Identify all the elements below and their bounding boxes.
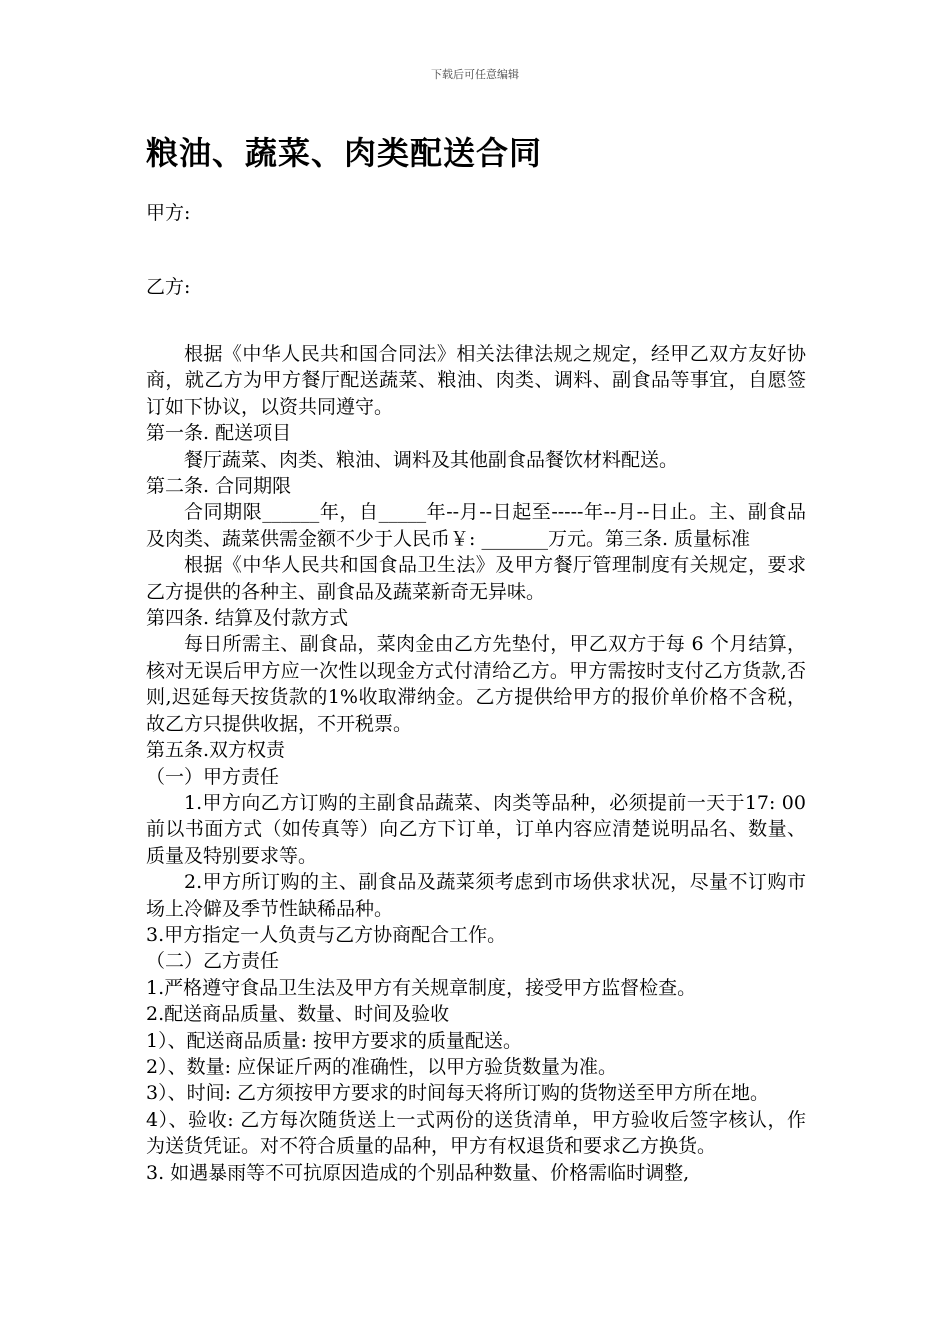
article-2-title: 第二条. 合同期限 [146,475,292,498]
article-4-title: 第四条. 结算及付款方式 [146,607,349,630]
article-5-title: 第五条.双方权责 [146,739,286,762]
section-2-item-2: 2.配送商品质量、数量、时间及验收 [146,1003,450,1026]
section-1-title: （一）甲方责任 [146,765,280,788]
article-4-body: 每日所需主、副食品，菜肉金由乙方先垫付，甲乙双方于每 6 个月结算，核对无误后甲方应一次性以现金方式付清给乙方。甲方需按时支付乙方货款,否则,迟延每天按货款的1%收取滞纳金。乙方提供给甲方的报价单价格不含税，故乙方只提供收据，不开税票。 [146,633,806,735]
section-2-sub-4: 4）、验收: 乙方每次随货送上一式两份的送货清单，甲方验收后签字核认，作为送货凭证。对不符合质量的品种，甲方有权退货和要求乙方换货。 [146,1108,806,1158]
article-1-body: 餐厅蔬菜、肉类、粮油、调料及其他副食品餐饮材料配送。 [184,448,679,471]
section-1-item-1: 1.甲方向乙方订购的主副食品蔬菜、肉类等品种，必须提前一天于17: 00前以书面方式（如传真等）向乙方下订单，订单内容应清楚说明品名、数量、质量及特别要求等。 [146,791,806,867]
party-a-label: 甲方: [146,202,191,224]
section-1-item-2: 2.甲方所订购的主、副食品及蔬菜须考虑到市场供求状况，尽量不订购市场上冷僻及季节性缺稀品种。 [146,871,806,920]
header-note: 下载后可任意编辑 [431,68,519,81]
section-2-sub-3: 3）、时间: 乙方须按甲方要求的时间每天将所订购的货物送至甲方所在地。 [146,1082,770,1105]
section-2-item-1: 1.严格遵守食品卫生法及甲方有关规章制度，接受甲方监督检查。 [146,976,697,999]
section-2-sub-2: 2）、数量: 应保证斤两的准确性，以甲方验货数量为准。 [146,1055,618,1078]
article-3-body: 根据《中华人民共和国食品卫生法》及甲方餐厅管理制度有关规定，要求乙方提供的各种主、副食品及蔬菜新奇无异味。 [146,554,806,603]
document-title: 粮油、蔬菜、肉类配送合同 [146,134,543,172]
section-1-item-3: 3.甲方指定一人负责与乙方协商配合工作。 [146,923,507,946]
section-2-sub-1: 1）、配送商品质量: 按甲方要求的质量配送。 [146,1029,523,1052]
section-2-item-3: 3. 如遇暴雨等不可抗原因造成的个别品种数量、价格需临时调整, [146,1161,690,1184]
article-1-title: 第一条. 配送项目 [146,422,292,445]
section-2-title: （二）乙方责任 [146,950,280,973]
contract-body [146,341,806,1186]
intro-paragraph: 根据《中华人民共和国合同法》相关法律法规之规定，经甲乙双方友好协商，就乙方为甲方餐厅配送蔬菜、粮油、肉类、调料、副食品等事宜，自愿签订如下协议，以资共同遵守。 [146,343,806,418]
party-b-label: 乙方: [146,276,191,298]
article-2-body: 合同期限______年，自_____年--月--日起至-----年--月--日止。主、副食品及肉类、蔬菜供需金额不少于人民币￥: _______万元。第三条. 质量标准 [146,501,806,550]
